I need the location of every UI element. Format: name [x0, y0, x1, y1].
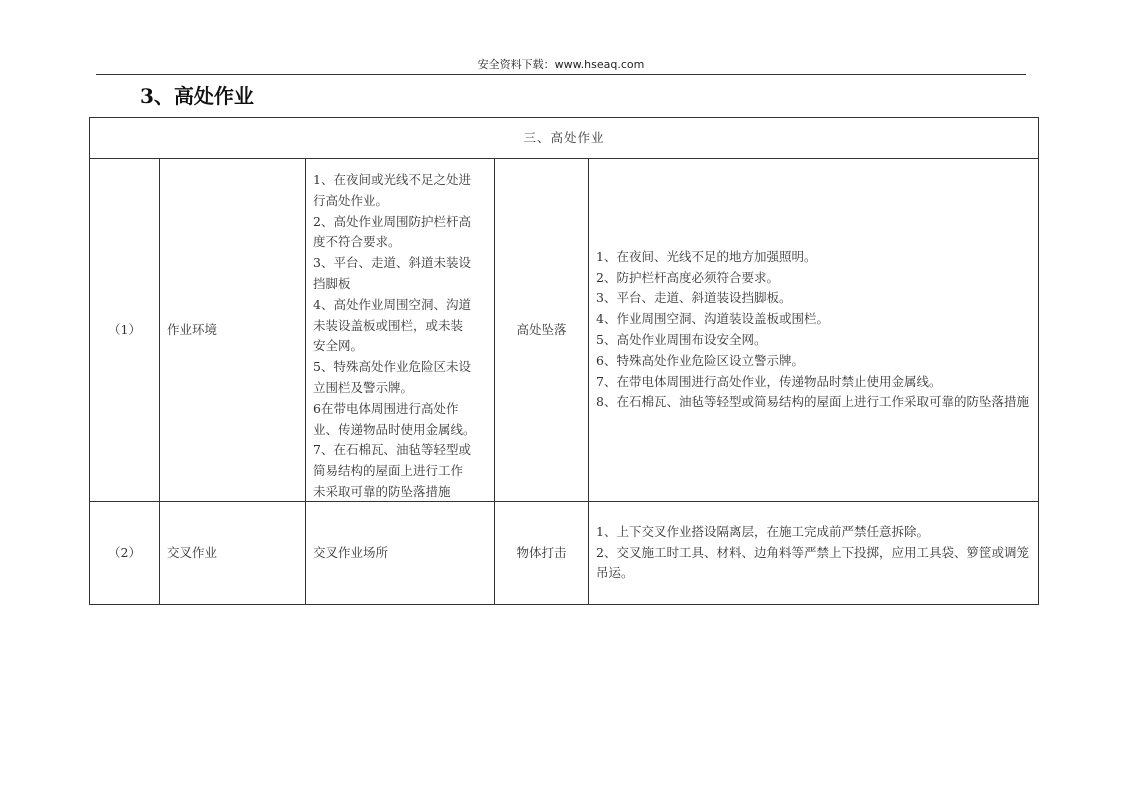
measure-line: 2、防护栏杆高度必须符合要求。: [596, 269, 779, 285]
measure-line: 1、在夜间、光线不足的地方加强照明。: [596, 248, 817, 264]
condition-line: 5、特殊高处作业危险区未设: [313, 359, 471, 375]
condition-line: 4、高处作业周围空洞、沟道: [313, 296, 471, 312]
condition-line: 业、传递物品时使用金属线。: [313, 421, 476, 437]
page-header: [96, 57, 1026, 75]
condition-line: 行高处作业。: [313, 192, 389, 208]
table-row: [90, 502, 1039, 605]
condition-line: 安全网。: [313, 338, 364, 354]
hazard-table: [89, 117, 1039, 605]
measure-line: 2、交叉施工时工具、材料、边角料等严禁上下投掷，应用工具袋、箩筐或调笼吊运。: [596, 544, 1029, 581]
condition-line: 3、平台、走道、斜道未装设: [313, 255, 471, 271]
hazard-conditions: 交叉作业场所: [306, 502, 495, 605]
measure-line: 4、作业周围空洞、沟道装设盖板或围栏。: [596, 311, 829, 327]
table-caption-row: [90, 118, 1039, 159]
condition-line: 2、高处作业周围防护栏杆高: [313, 213, 471, 229]
measure-line: 1、上下交叉作业搭设隔离层，在施工完成前严禁任意拆除。: [596, 523, 929, 539]
condition-line: 度不符合要求。: [313, 234, 401, 250]
work-category: 交叉作业: [160, 502, 306, 605]
table-row: [90, 159, 1039, 502]
measure-line: 6、特殊高处作业危险区设立警示牌。: [596, 352, 804, 368]
header-text: 安全资料下载：www.hseaq.com: [477, 58, 645, 71]
control-measures: [589, 159, 1039, 502]
row-number: （2）: [90, 502, 160, 605]
condition-line: 立围栏及警示牌。: [313, 379, 414, 395]
measure-line: 8、在石棉瓦、油毡等轻型或简易结构的屋面上进行工作采取可靠的防坠落措施: [596, 394, 1029, 410]
hazard-conditions-list: [313, 170, 487, 499]
condition-line: 挡脚板: [313, 275, 351, 291]
measure-line: 5、高处作业周围布设安全网。: [596, 332, 767, 347]
hazard-conditions: [306, 159, 495, 502]
condition-line: 6在带电体周围进行高处作: [313, 400, 459, 416]
condition-line: 1、在夜间或光线不足之处进: [313, 172, 471, 187]
condition-line: 7、在石棉瓦、油毡等轻型或: [313, 442, 471, 458]
condition-line: 未装设盖板或围栏，或未装: [313, 317, 464, 333]
condition-line: 未采取可靠的防坠落措施: [313, 483, 451, 499]
control-measures: [589, 502, 1039, 605]
measure-line: 7、在带电体周围进行高处作业，传递物品时禁止使用金属线。: [596, 373, 942, 389]
row-number: （1）: [90, 159, 160, 502]
hazard-type: 物体打击: [495, 502, 589, 605]
condition-line: 简易结构的屋面上进行工作: [313, 463, 464, 479]
measure-line: 3、平台、走道、斜道装设挡脚板。: [596, 290, 792, 306]
hazard-type: 高处坠落: [495, 159, 589, 502]
section-title: 3、高处作业: [140, 84, 254, 108]
work-category: 作业环境: [160, 159, 306, 502]
table-caption: 三、高处作业: [90, 118, 1039, 159]
